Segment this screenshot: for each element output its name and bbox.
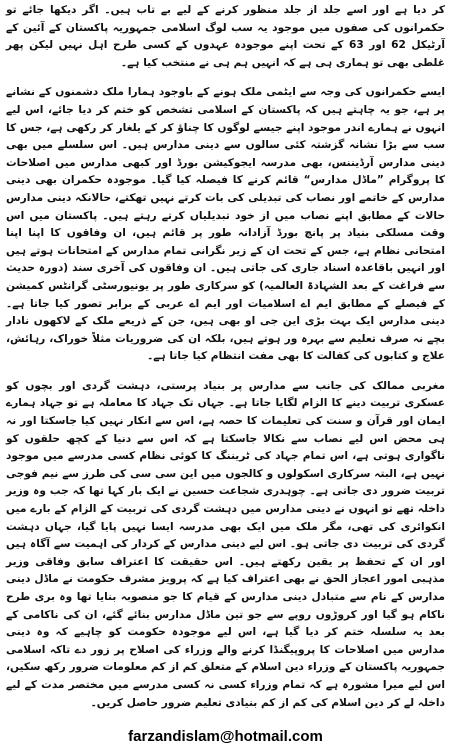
author-email[interactable]: farzandislam@hotmail.com xyxy=(128,727,323,745)
article-paragraph: کر دیا ہے اور اسے جلد از جلد منظور کرنے کے لیے بے تاب ہیں۔ اگر دیکھا جائے تو حکمرانوں کی صفوں میں موجود یہ سب لوگ اسلامی جمہوریہ پاکستان کے آئین کے آرٹیکل 62 اور 63 کے تحت اپنے موجودہ عہدوں کے کسی طرح اہل نہیں لیکن پھر غلطی بھی تو ہماری ہی ہے کہ انہیں ہم ہی نے منتخب کیا ہے۔ xyxy=(6,4,445,69)
article-paragraph: ایسے حکمرانوں کی وجہ سے ایٹمی ملک ہونے کے باوجود ہمارا ملک دشمنوں کے نشانے پر ہے، جو یہ چاہتے ہیں کہ پاکستان کے اسلامی تشخص کو ختم کر دیا جائے، اس لیے انہوں نے ہمارے اندر موجود اپنے جیسے لوگوں کا چناؤ کر کے یلغار کر رکھی ہے، جس کا سب سے بڑا نشانہ گزشتہ کئی سالوں سے دینی مدارس ہیں۔ اس سلسلے میں بھی دینی مدارس آرڈیننس، بھی مدرسہ ایجوکیشن بورڈ اور کبھی مدارس میں اصلاحات کا پروگرام ”ماڈل مدارس“ قائم کرنے کا فیصلہ کیا گیا۔ موجودہ حکمران بھی دینی مدارس کے خاتمے اور نصاب کی تبدیلی کی بات کرتے نہیں تھکتے، حالانکہ دینی مدارس حالات کے مطابق اپنے نصاب میں از خود تبدیلیاں کرتے رہتے ہیں۔ پاکستان میں اس وقت مسلکی بنیاد پر پانچ بورڈ آزادانہ طور پر قائم ہیں، ان وفاقوں کا اپنا اپنا امتحانی نظام ہے، جس کے تحت ان کے زیر نگرانی تمام مدارس کے امتحانات ہوتے ہیں اور انہیں باقاعدہ اسناد جاری کی جاتی ہیں۔ ان وفاقوں کی آخری سند (دورہ حدیث سے فراغت کے بعد الشہادۃ العالمیہ) کو سرکاری طور پر یونیورسٹی گرانٹس کمیشن کے فیصلے کے مطابق ایم اے اسلامیات اور ایم اے عربی کے برابر تصور کیا جاتا ہے۔ دینی مدارس ایک بہت بڑی این جی او بھی ہیں، جن کے ذریعے ملک کے لاکھوں نادار بچے نہ صرف تعلیم سے بہرہ ور ہوتے ہیں، بلکہ ان کی ضروریات مثلاً خوراک، رہائش، علاج و کتابوں کی کفالت کا بھی مفت انتظام کیا جاتا ہے۔ xyxy=(6,86,445,363)
article-paragraph: مغربی ممالک کی جانب سے مدارس پر بنیاد پرستی، دہشت گردی اور بچوں کو عسکری تربیت دینے کا الزام لگایا جاتا ہے۔ جہاں تک جہاد کا معاملہ ہے تو جہاد ہمارے ایمان اور قرآن و سنت کی تعلیمات کا حصہ ہے، اس سے انکار نہیں کیا جاسکتا اور نہ ہی محض اس لیے نصاب سے نکالا جاسکتا ہے کہ اس سے دنیا کے کچھ حلقوں کو ناگواری ہوتی ہے، اس تمام جہاد کی ٹریننگ کا کوئی نظام کسی مدرسے میں موجود نہیں ہے، البتہ سرکاری اسکولوں و کالجوں میں این سی سی کی طرز سے نیم فوجی تربیت ضرور دی جاتی ہے۔ چوہدری شجاعت حسین نے ایک بار کہا تھا کہ جب وہ وزیر داخلہ تھے تو انہوں نے دینی مدارس میں دہشت گردی کی تربیت کے الزام کے بارے میں انکوائری کی تھی، مگر ملک میں ایک بھی مدرسہ ایسا نہیں پایا گیا، جہاں دہشت گردی کی تربیت دی جاتی ہو۔ اس لیے دینی مدارس کے کردار کی اہمیت سے آگاہ ہیں اور ان کے تحفظ پر یقین رکھتے ہیں۔ اس حقیقت کا اعتراف سابق وفاقی وزیر مذہبی امور اعجاز الحق نے بھی اعتراف کیا ہے کہ پرویز مشرف حکومت نے ماڈل دینی مدارس کے نام سے متبادل دینی مدارس کے قیام کا جو منصوبہ بنایا تھا وہ بری طرح ناکام ہو گیا اور کروڑوں روپے سے جو تین ماڈل مدارس بنائے گئے، ان کی ناکامی کے بعد یہ سلسلہ ختم کر دیا گیا ہے، اس لیے موجودہ حکومت کو چاہیے کہ وہ دینی مدارس میں اصلاحات کا پروپیگنڈا کرنے والے وزراء کی اصلاح پر زور دے تاکہ اسلامی جمہوریہ پاکستان کے وزراء دین اسلام کے متعلق کم از کم معلومات ضرور رکھ سکیں، اس لیے میرا مشورہ ہے کہ تمام وزراء کسی نہ کسی مدرسے میں مختصر مدت کے لیے داخلہ لے کر دین اسلام کی کم از کم بنیادی تعلیم ضرور حاصل کریں۔ xyxy=(6,379,445,709)
article-body xyxy=(6,2,445,712)
footer xyxy=(0,721,451,751)
